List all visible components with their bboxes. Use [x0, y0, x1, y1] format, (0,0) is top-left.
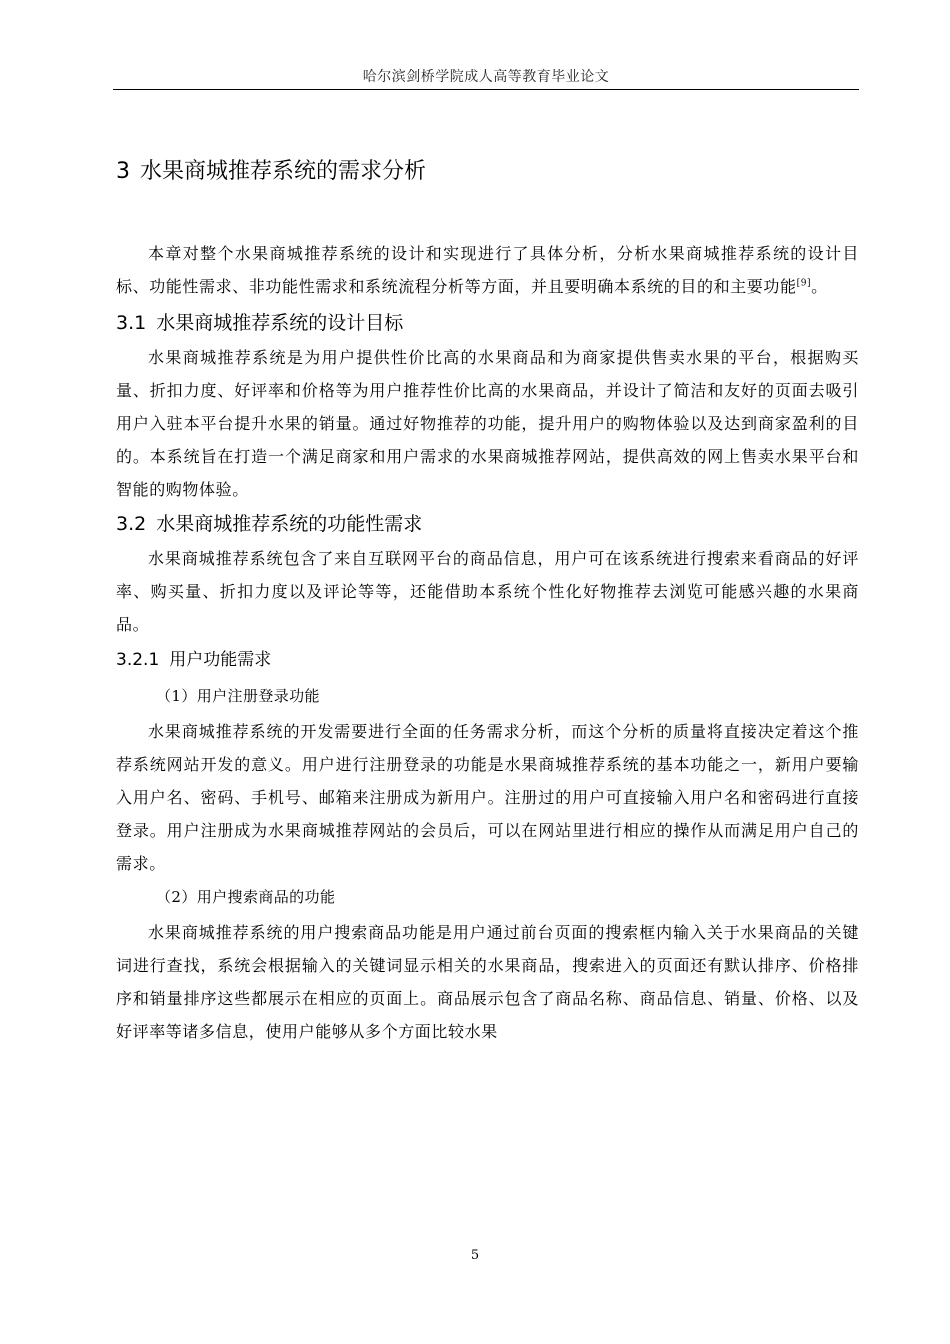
paragraph-3-1: 水果商城推荐系统是为用户提供性价比高的水果商品和为商家提供售卖水果的平台，根据购买量、折扣力度、好评率和价格等为用户推荐性价比高的水果商品，并设计了简洁和友好的页面去吸引用户入驻本平台提升水果的销量。通过好物推荐的功能，提升用户的购物体验以及达到商家盈利的目的。本系统旨在打造一个满足商家和用户需求的水果商城推荐网站，提供高效的网上售卖水果平台和智能的购物体验。	[116, 348, 859, 499]
page-number: 5	[470, 1248, 480, 1263]
header-rule	[113, 89, 859, 90]
subsection-title: 用户功能需求	[169, 650, 272, 670]
section-heading-3-2	[116, 508, 859, 540]
intro-end: 。	[811, 277, 828, 296]
page-content	[116, 155, 859, 1048]
intro-text: 本章对整个水果商城推荐系统的设计和实现进行了具体分析，分析水果商城推荐系统的设计目标、功能性需求、非功能性需求和系统流程分析等方面，并且要明确本系统的目的和主要功能	[116, 244, 859, 296]
section-title: 水果商城推荐系统的设计目标	[156, 312, 404, 334]
section-number: 3.1	[116, 312, 147, 334]
paragraph-search: 水果商城推荐系统的用户搜索商品功能是用户通过前台页面的搜索框内输入关于水果商品的关键词进行查找，系统会根据输入的关键词显示相关的水果商品，搜索进入的页面还有默认排序、价格排序和销量排序这些都展示在相应的页面上。商品展示包含了商品名称、商品信息、销量、价格、以及好评率等诸多信息，使用户能够从多个方面比较水果	[116, 923, 859, 1041]
intro-paragraph	[116, 237, 859, 303]
section-title: 水果商城推荐系统的功能性需求	[156, 513, 423, 535]
running-header: 哈尔滨剑桥学院成人高等教育毕业论文	[362, 69, 610, 85]
chapter-number: 3	[116, 159, 130, 184]
citation-ref: [9]	[796, 278, 812, 289]
list-item-1: （1）用户注册登录功能	[156, 687, 320, 705]
list-item-2: （2）用户搜索商品的功能	[156, 888, 336, 906]
subsection-number: 3.2.1	[116, 650, 160, 670]
paragraph-register-login: 水果商城推荐系统的开发需要进行全面的任务需求分析，而这个分析的质量将直接决定着这个推荐系统网站开发的意义。用户进行注册登录的功能是水果商城推荐系统的基本功能之一，新用户要输入用户名、密码、手机号、邮箱来注册成为新用户。注册过的用户可直接输入用户名和密码进行直接登录。用户注册成为水果商城推荐网站的会员后，可以在网站里进行相应的操作从而满足用户自己的需求。	[116, 722, 859, 873]
section-number: 3.2	[116, 513, 147, 535]
subsection-heading-3-2-1	[116, 645, 859, 675]
chapter-title: 水果商城推荐系统的需求分析	[140, 159, 427, 184]
chapter-heading	[116, 155, 859, 189]
paragraph-3-2: 水果商城推荐系统包含了来自互联网平台的商品信息，用户可在该系统进行搜索来看商品的好评率、购买量、折扣力度以及评论等等，还能借助本系统个性化好物推荐去浏览可能感兴趣的水果商品。	[116, 549, 859, 634]
section-heading-3-1	[116, 307, 859, 339]
